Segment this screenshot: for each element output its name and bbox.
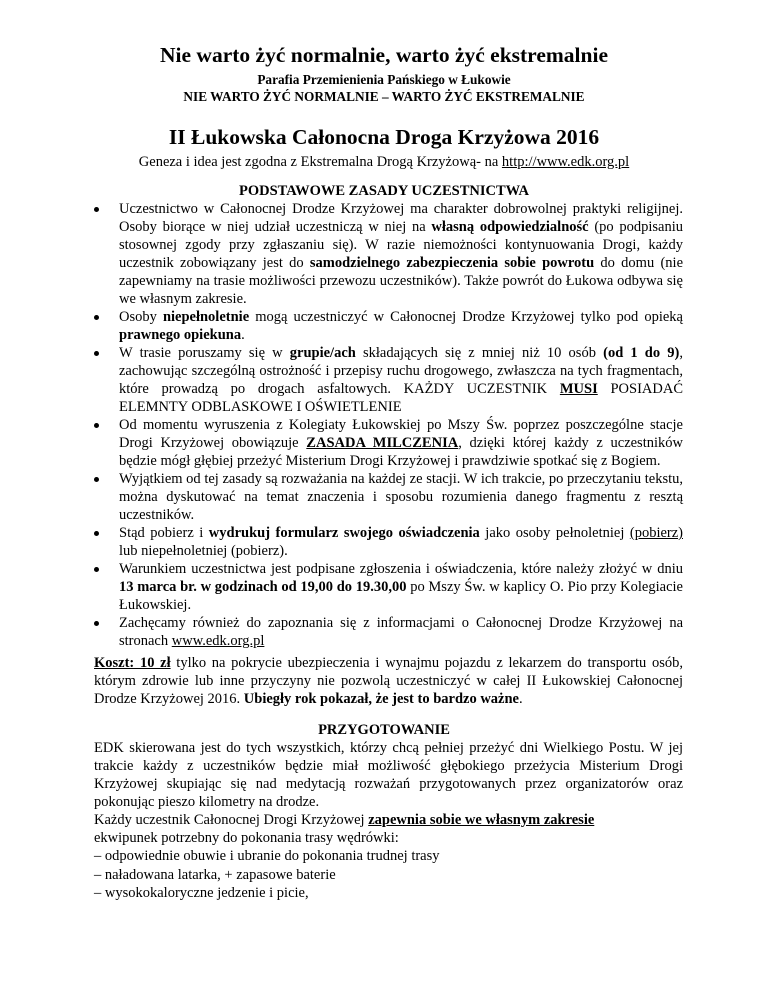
bullet-icon [94, 207, 99, 212]
rule-text: Wyjątkiem od tej zasady są rozważania na każdej ze stacji. W ich trakcie, po przeczytaniu tekstu, można dyskutować na temat znaczenia i sposobu rozumienia danego fragmentu z resztą uczestników. [119, 471, 683, 523]
rule-text: Zachęcamy również do zapoznania się z informacjami o Całonocnej Drodze Krzyżowej na stronach [119, 615, 683, 649]
rule-text: jako osoby pełnoletniej [479, 525, 630, 541]
rules-list [94, 200, 683, 650]
rule-item [94, 416, 683, 470]
rule-text: do domu (nie zapewniamy na trasie możliwości przewozu uczestników). Także powrót do Łukowa odbywa się we własnym zakresie. [119, 255, 684, 307]
equipment-item: – naładowana latarka, + zapasowe baterie [94, 866, 336, 883]
rule-emphasis: samodzielnego zabezpieczenia sobie powrotu [309, 255, 595, 271]
motto: NIE WARTO ŻYĆ NORMALNIE – WARTO ŻYĆ EKSTREMALNIE [183, 89, 585, 104]
edk-link[interactable]: www.edk.org.pl [171, 633, 265, 649]
prep-equipment [94, 811, 683, 902]
bullet-icon [94, 621, 99, 626]
equipment-item: – odpowiednie obuwie i ubranie do pokonania trudnej trasy [94, 848, 440, 865]
rule-item [94, 524, 683, 560]
rules-heading: PODSTAWOWE ZASADY UCZESTNICTWA [238, 183, 530, 199]
rule-emphasis: prawnego opiekuna [119, 327, 242, 343]
rule-text: Stąd pobierz i [119, 525, 209, 541]
bullet-icon [94, 351, 99, 356]
prep-heading: PRZYGOTOWANIE [318, 722, 450, 738]
rule-item [94, 470, 683, 524]
rule-emphasis: własną odpowiedzialność [431, 219, 589, 235]
bullet-icon [94, 477, 99, 482]
rule-text: Warunkiem uczestnictwa jest podpisane zgłoszenia i oświadczenia, które należy złożyć w dniu [119, 561, 683, 577]
rule-text: Od momentu wyruszenia z Kolegiaty Łukowskiej po Mszy Św. poprzez poszczególne stacje Drogi Krzyżowej obowiązuje [119, 417, 683, 451]
rule-text: , zachowując szczególną ostrożność i przepisy ruchu drogowego, zwłaszcza na tych fragmentach, które prowadzą po drogach asfaltowych. KAŻDY UCZESTNIK [119, 345, 683, 397]
cost-text: . [518, 691, 523, 707]
rule-text: składających się z mniej niż 10 osób [355, 345, 604, 361]
bullet-icon [94, 531, 99, 536]
cost-label: Koszt: 10 zł [94, 655, 171, 671]
rule-emphasis: (od 1 do 9) [603, 345, 680, 361]
prep-emphasis: zapewnia sobie we własnym zakresie [368, 812, 595, 828]
equipment-intro-cont: ekwipunek potrzebny do pokonania trasy wędrówki: [94, 830, 399, 847]
rule-item [94, 200, 683, 308]
rule-item [94, 344, 683, 416]
equipment-intro [94, 811, 683, 829]
rule-text: W trasie poruszamy się w [119, 345, 290, 361]
rule-text: (po podpisaniu stosownej zgody przy zgłaszaniu się). W razie niemożności kontynuowania Drogi, każdy uczestnik zobowiązany jest do [119, 219, 684, 271]
rule-emphasis: MUSI [559, 381, 598, 397]
bullet-icon [94, 315, 99, 320]
rule-text: mogą uczestniczyć w Całonocnej Drodze Krzyżowej tylko pod opieką [249, 309, 683, 325]
event-title: II Łukowska Całonocna Droga Krzyżowa 2016 [168, 125, 600, 149]
rule-emphasis: wydrukuj formularz swojego oświadczenia [208, 525, 480, 541]
rule-item [94, 614, 683, 650]
edk-link[interactable]: http://www.edk.org.pl [501, 154, 630, 170]
download-link[interactable]: (pobierz) [629, 525, 683, 541]
genesis-text: Geneza i idea jest zgodna z Ekstremalna Drogą Krzyżową- na [138, 154, 502, 170]
cost-emphasis: Ubiegły rok pokazał, że jest to bardzo ważne [243, 691, 519, 707]
rule-item [94, 308, 683, 344]
rule-emphasis: niepełnoletnie [162, 309, 250, 325]
page-title: Nie warto żyć normalnie, warto żyć ekstremalnie [160, 43, 608, 67]
rule-text: Uczestnictwo w Całonocnej Drodze Krzyżowej ma charakter dobrowolnej praktyki religijnej. Osoby biorące w niej udział uczestniczą w niej na [119, 201, 683, 235]
parish-name: Parafia Przemienienia Pańskiego w Łukowie [257, 72, 511, 87]
rule-emphasis: ZASADA MILCZENIA [306, 435, 459, 451]
prep-paragraph: EDK skierowana jest do tych wszystkich, którzy chcą pełniej przeżyć dni Wielkiego Postu. W jej trakcie każdy z uczestników będzie miał możliwość głębokiego przeżycia Misterium Drogi Krzyżowej skupiając się nad medytacją rozważań przygotowanych przez organizatorów oraz pokonując pieszo kilometry na drodze. [94, 740, 683, 810]
rule-emphasis: 13 marca br. w godzinach od 19,00 do 19.30,00 [119, 579, 407, 595]
rule-emphasis: grupie/ach [289, 345, 356, 361]
bullet-icon [94, 423, 99, 428]
rule-text: lub niepełnoletniej (pobierz). [119, 543, 288, 559]
rule-text: , dzięki której każdy z uczestników będzie mógł głębiej przeżyć Misterium Drogi Krzyżowej i prawdziwie spotkać się z Bogiem. [119, 435, 683, 469]
cost-paragraph [94, 654, 683, 708]
genesis-line [0, 153, 768, 171]
bullet-icon [94, 567, 99, 572]
equipment-item: – wysokokaloryczne jedzenie i picie, [94, 884, 309, 901]
rule-text: Osoby [119, 309, 163, 325]
rule-item [94, 560, 683, 614]
rule-text: POSIADAĆ ELEMNTY ODBLASKOWE I OŚWIETLENIE [119, 381, 683, 415]
cost-text: tylko na pokrycie ubezpieczenia i wynajmu pojazdu z lekarzem do transportu osób, którym zdrowie lub inne przyczyny nie pozwolą uczestniczyć w całej II Łukowskiej Całonocnej Drodze Krzyżowej 2016. [94, 655, 683, 707]
rule-text: . [241, 327, 245, 343]
prep-text: Każdy uczestnik Całonocnej Drogi Krzyżowej [94, 812, 369, 828]
rule-text: po Mszy Św. w kaplicy O. Pio przy Kolegiacie Łukowskiej. [119, 579, 683, 613]
